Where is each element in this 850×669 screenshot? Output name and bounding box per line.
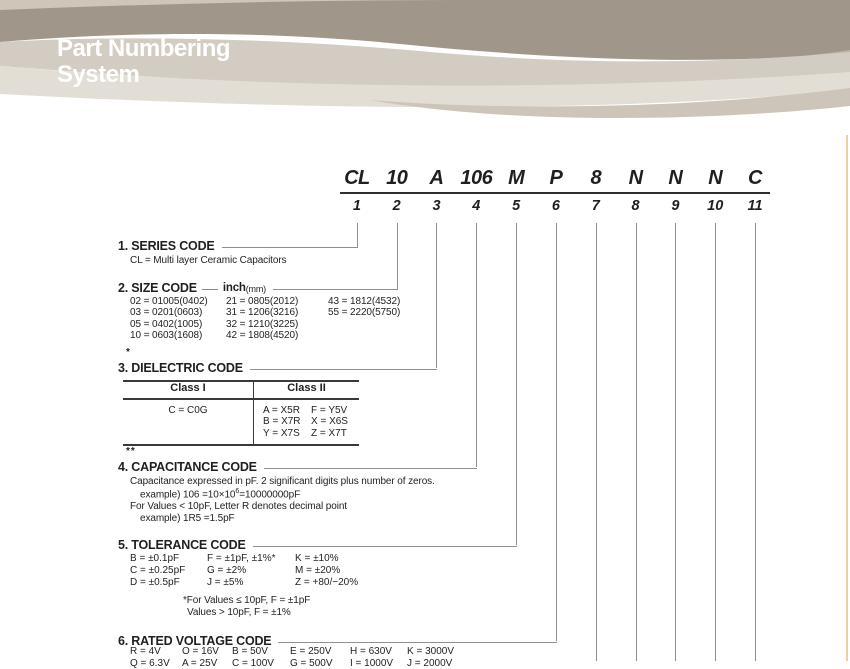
code-segment: N	[628, 167, 643, 189]
position-number: 8	[631, 198, 640, 214]
position-number: 5	[512, 198, 521, 214]
connector-line-11	[755, 223, 756, 661]
code-segment: P	[549, 167, 563, 189]
size-code-entry: 03 = 0201(0603)	[130, 307, 203, 319]
code-segment: 8	[590, 167, 602, 189]
connector-line-2	[397, 223, 398, 289]
series-lead-line	[222, 247, 358, 248]
class2-header: Class II	[253, 382, 359, 398]
capacitance-example-1: example) $106 =10\times 10^6=10000000pF$	[140, 488, 301, 501]
capacitance-lead-line	[264, 468, 477, 469]
position-number: 4	[472, 198, 481, 214]
connector-line-7	[596, 223, 597, 661]
position-number: 11	[747, 198, 763, 214]
tolerance-lead-line	[253, 546, 517, 547]
page-title-line1: Part Numbering	[57, 35, 231, 62]
section-dielectric-label: 3. DIELECTRIC CODE	[118, 361, 243, 375]
capacitance-rule-r: For Values < 10pF, Letter R denotes decimal point	[130, 501, 347, 512]
code-segment: 106	[460, 167, 493, 189]
size-code-entry: 43 = 1812(4532)	[328, 296, 401, 307]
code-segment: A	[429, 167, 444, 189]
section-voltage-label: 6. RATED VOLTAGE CODE	[118, 634, 272, 648]
position-number: 9	[671, 198, 680, 214]
position-number: 6	[551, 198, 560, 214]
section-series-label: 1. SERIES CODE	[118, 239, 215, 253]
position-number: 7	[591, 198, 600, 214]
code-segment: N	[668, 167, 683, 189]
class2-values	[253, 400, 359, 444]
dielectric-table	[123, 380, 359, 446]
section-capacitance-title	[118, 460, 477, 474]
size-title-dash	[202, 289, 218, 290]
connector-line-9	[675, 223, 676, 661]
class2-row: A = X5R F = Y5V	[263, 405, 348, 416]
page-edge-accent-line	[846, 56, 848, 661]
code-underline-rule	[340, 192, 770, 194]
page-title	[57, 36, 230, 88]
size-unit: inch	[222, 282, 246, 294]
dielectric-table-body	[123, 400, 359, 444]
size-code-entry: 21 = 0805(2012)	[226, 296, 299, 307]
connector-line-3	[436, 223, 437, 368]
tolerance-footnote-2: Values > 10pF, F = ±1%	[187, 607, 291, 618]
size-code-entry: 10 = 0603(1608)	[130, 329, 203, 341]
class1-header: Class I	[170, 382, 206, 394]
position-number: 2	[392, 198, 401, 214]
section-series-title	[118, 239, 358, 253]
connector-line-5	[516, 223, 517, 545]
voltage-code-row: R = 4V O = 16V B = 50V E = 250V H = 630V K = 3000V	[130, 646, 454, 657]
section-capacitance-label: 4. CAPACITANCE CODE	[118, 460, 257, 474]
size-code-entry: 32 = 1210(3225)	[226, 318, 299, 330]
section-size-title	[118, 281, 398, 295]
position-number: 10	[707, 198, 724, 214]
series-description: CL = Multi layer Ceramic Capacitors	[130, 255, 287, 266]
capacitance-example-2: example) 1R5 =1.5pF	[140, 513, 235, 524]
code-segment: N	[708, 167, 723, 189]
dielectric-lead-line	[250, 369, 437, 370]
code-segment: M	[508, 167, 525, 189]
tolerance-footnote-1: *For Values ≤ 10pF, F = ±1pF	[183, 595, 311, 606]
connector-line-4	[476, 223, 477, 467]
exponent: 6	[235, 488, 240, 495]
tolerance-code-list	[130, 553, 358, 590]
connector-line-6	[556, 223, 557, 641]
header-banner	[0, 0, 850, 135]
position-number: 1	[352, 198, 361, 214]
capacitance-footnote-marker: **	[126, 446, 136, 457]
section-tolerance-label: 5. TOLERANCE CODE	[118, 538, 246, 552]
size-unit-suffix: (mm)	[245, 283, 266, 294]
section-tolerance-title	[118, 538, 517, 552]
class2-row: Y = X7S Z = X7T	[263, 427, 347, 439]
dielectric-footnote-marker: *	[126, 347, 131, 358]
size-code-entry: 02 = 01005(0402)	[130, 296, 208, 307]
tolerance-row: C = ±0.25pF G = ±2% M = ±20%	[130, 565, 341, 577]
section-size-label: 2. SIZE CODE	[118, 281, 197, 295]
part-number-codes	[337, 167, 775, 190]
tolerance-row: D = ±0.5pF J = ±5% Z = +80/−20%	[130, 577, 359, 589]
class2-row: B = X7R X = X6S	[263, 416, 348, 428]
size-code-entry: 31 = 1206(3216)	[226, 307, 299, 319]
voltage-code-row-clipped: Q = 6.3V A = 25V C = 100V G = 500V I = 1000V J = 2000V	[130, 658, 453, 669]
part-number-positions	[337, 198, 775, 214]
code-segment: C	[748, 167, 762, 189]
connector-line-8	[636, 223, 637, 661]
tolerance-row: B = ±0.1pF F = ±1pF, ±1%* K = ±10%	[130, 553, 339, 564]
code-segment: 10	[386, 167, 408, 189]
section-dielectric-title	[118, 361, 437, 375]
size-code-entry: 42 = 1808(4520)	[226, 329, 299, 341]
size-code-entry: 05 = 0402(1005)	[130, 318, 203, 330]
capacitance-description: Capacitance expressed in pF. 2 significant digits plus number of zeros.	[130, 476, 435, 487]
voltage-lead-line	[278, 642, 557, 643]
class1-value: C = C0G	[168, 405, 208, 416]
dielectric-table-header	[123, 382, 359, 400]
connector-line-10	[715, 223, 716, 661]
page-title-line2: System	[57, 61, 140, 88]
position-number: 3	[432, 198, 441, 214]
size-code-entry: 55 = 2220(5750)	[328, 307, 401, 319]
size-code-list	[130, 296, 400, 341]
code-segment: CL	[344, 167, 370, 189]
size-lead-line	[273, 289, 398, 290]
